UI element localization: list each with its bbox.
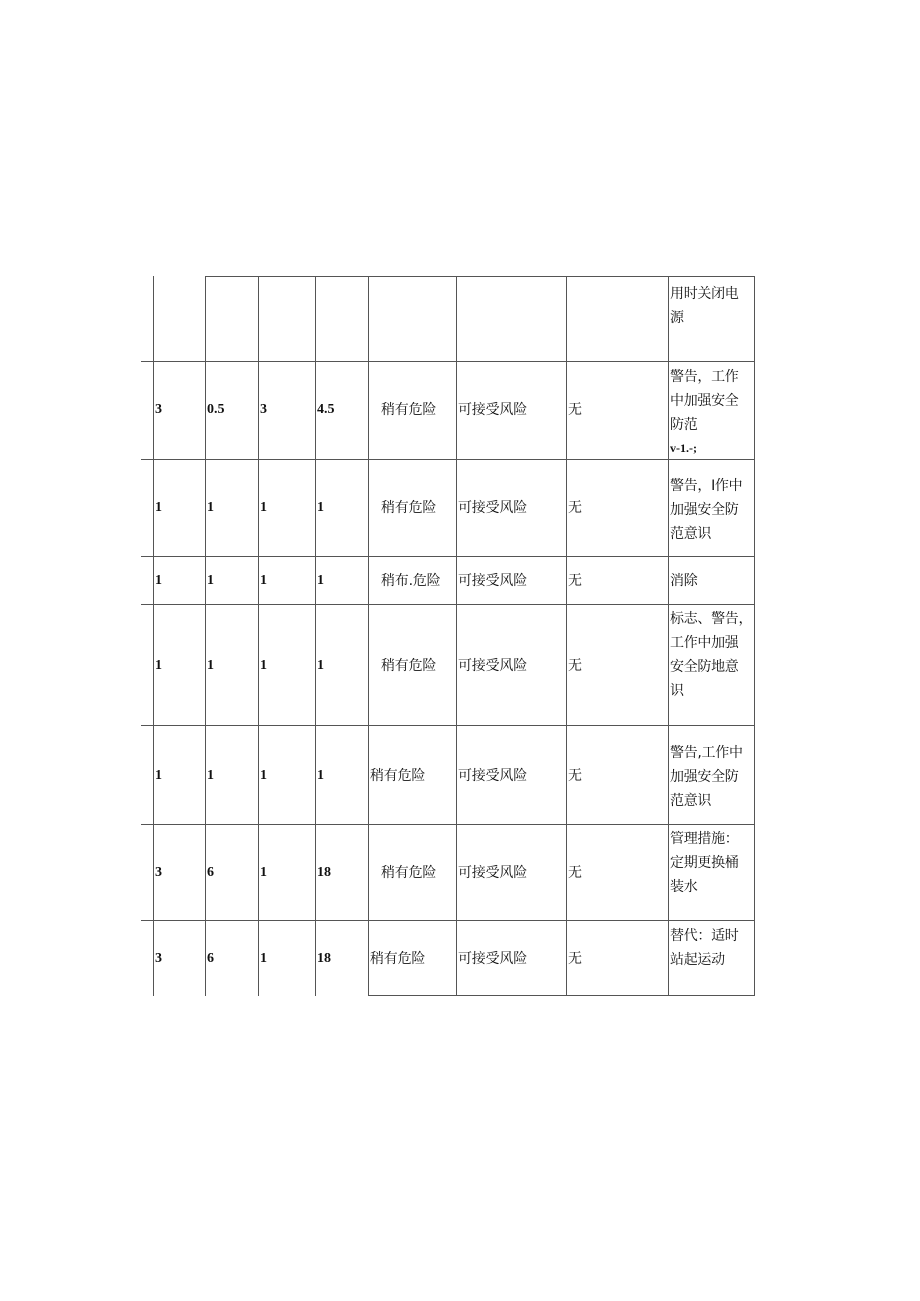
grid-line bbox=[566, 276, 567, 996]
grid-line bbox=[153, 276, 154, 996]
grid-line bbox=[368, 995, 755, 996]
grid-line bbox=[141, 824, 755, 825]
grid-line bbox=[258, 276, 259, 996]
likelihood-cell: 1 bbox=[155, 573, 162, 588]
grid-line bbox=[141, 361, 755, 362]
exposure-cell: 1 bbox=[207, 573, 214, 588]
risk-level-cell: 稍有危险 bbox=[381, 658, 437, 674]
existing-measure-cell: 无 bbox=[568, 500, 582, 516]
measure-cell: 标志、警告， 工作中加强 安全防地意 识 bbox=[670, 611, 753, 699]
consequence-cell: 1 bbox=[260, 768, 267, 783]
risk-evaluation-cell: 可接受风险 bbox=[458, 402, 527, 418]
consequence-cell: 1 bbox=[260, 951, 267, 966]
exposure-cell: 1 bbox=[207, 658, 214, 673]
risk-level-cell: 稍有危险 bbox=[370, 768, 426, 784]
exposure-cell: 1 bbox=[207, 500, 214, 515]
measure-cell: 消除 bbox=[670, 573, 698, 589]
grid-line bbox=[205, 276, 206, 996]
grid-line bbox=[368, 276, 369, 996]
grid-line bbox=[141, 459, 755, 460]
consequence-cell: 1 bbox=[260, 658, 267, 673]
consequence-cell: 1 bbox=[260, 500, 267, 515]
exposure-cell: 6 bbox=[207, 951, 214, 966]
measure-cell: 警告，I作中 加强安全防 范意识 bbox=[670, 478, 743, 542]
risk-level-cell: 稍有危险 bbox=[370, 951, 426, 967]
risk-level-cell: 稍布.危险 bbox=[381, 573, 441, 589]
grid-line bbox=[456, 276, 457, 996]
consequence-cell: 1 bbox=[260, 865, 267, 880]
consequence-cell: 3 bbox=[260, 402, 267, 417]
exposure-cell: 1 bbox=[207, 768, 214, 783]
existing-measure-cell: 无 bbox=[568, 402, 582, 418]
exposure-cell: 0.5 bbox=[207, 402, 225, 417]
risk-score-cell: 18 bbox=[317, 865, 331, 880]
risk-score-cell: 18 bbox=[317, 951, 331, 966]
risk-score-cell: 1 bbox=[317, 658, 324, 673]
likelihood-cell: 1 bbox=[155, 768, 162, 783]
likelihood-cell: 1 bbox=[155, 658, 162, 673]
likelihood-cell: 1 bbox=[155, 500, 162, 515]
risk-level-cell: 稍有危险 bbox=[381, 402, 437, 418]
grid-line bbox=[205, 276, 755, 277]
grid-line bbox=[141, 604, 755, 605]
grid-line bbox=[141, 556, 755, 557]
risk-evaluation-cell: 可接受风险 bbox=[458, 951, 527, 967]
likelihood-cell: 3 bbox=[155, 402, 162, 417]
measure-cell: 警告，工作 中加强安全 防范 bbox=[670, 369, 739, 433]
exposure-cell: 6 bbox=[207, 865, 214, 880]
measure-extra-text: v-1.-; bbox=[670, 441, 697, 455]
existing-measure-cell: 无 bbox=[568, 658, 582, 674]
risk-evaluation-cell: 可接受风险 bbox=[458, 768, 527, 784]
risk-score-cell: 1 bbox=[317, 573, 324, 588]
risk-level-cell: 稍有危险 bbox=[381, 865, 437, 881]
grid-line bbox=[668, 276, 669, 996]
risk-score-cell: 1 bbox=[317, 768, 324, 783]
risk-evaluation-cell: 可接受风险 bbox=[458, 865, 527, 881]
measure-cell: 替代：适时 站起运动 bbox=[670, 928, 739, 968]
measure-cell: 用时关闭电 源 bbox=[670, 286, 739, 326]
measure-cell: 警告,工作中 加强安全防 范意识 bbox=[670, 745, 743, 809]
risk-evaluation-cell: 可接受风险 bbox=[458, 573, 527, 589]
existing-measure-cell: 无 bbox=[568, 951, 582, 967]
consequence-cell: 1 bbox=[260, 573, 267, 588]
risk-score-cell: 4.5 bbox=[317, 402, 335, 417]
grid-line bbox=[141, 725, 755, 726]
grid-line bbox=[141, 920, 755, 921]
grid-line bbox=[754, 276, 755, 996]
risk-level-cell: 稍有危险 bbox=[381, 500, 437, 516]
likelihood-cell: 3 bbox=[155, 865, 162, 880]
measure-cell: 管理措施： 定期更换桶 装水 bbox=[670, 831, 739, 895]
existing-measure-cell: 无 bbox=[568, 768, 582, 784]
risk-score-cell: 1 bbox=[317, 500, 324, 515]
existing-measure-cell: 无 bbox=[568, 865, 582, 881]
grid-line bbox=[315, 276, 316, 996]
risk-evaluation-cell: 可接受风险 bbox=[458, 500, 527, 516]
existing-measure-cell: 无 bbox=[568, 573, 582, 589]
risk-evaluation-cell: 可接受风险 bbox=[458, 658, 527, 674]
likelihood-cell: 3 bbox=[155, 951, 162, 966]
